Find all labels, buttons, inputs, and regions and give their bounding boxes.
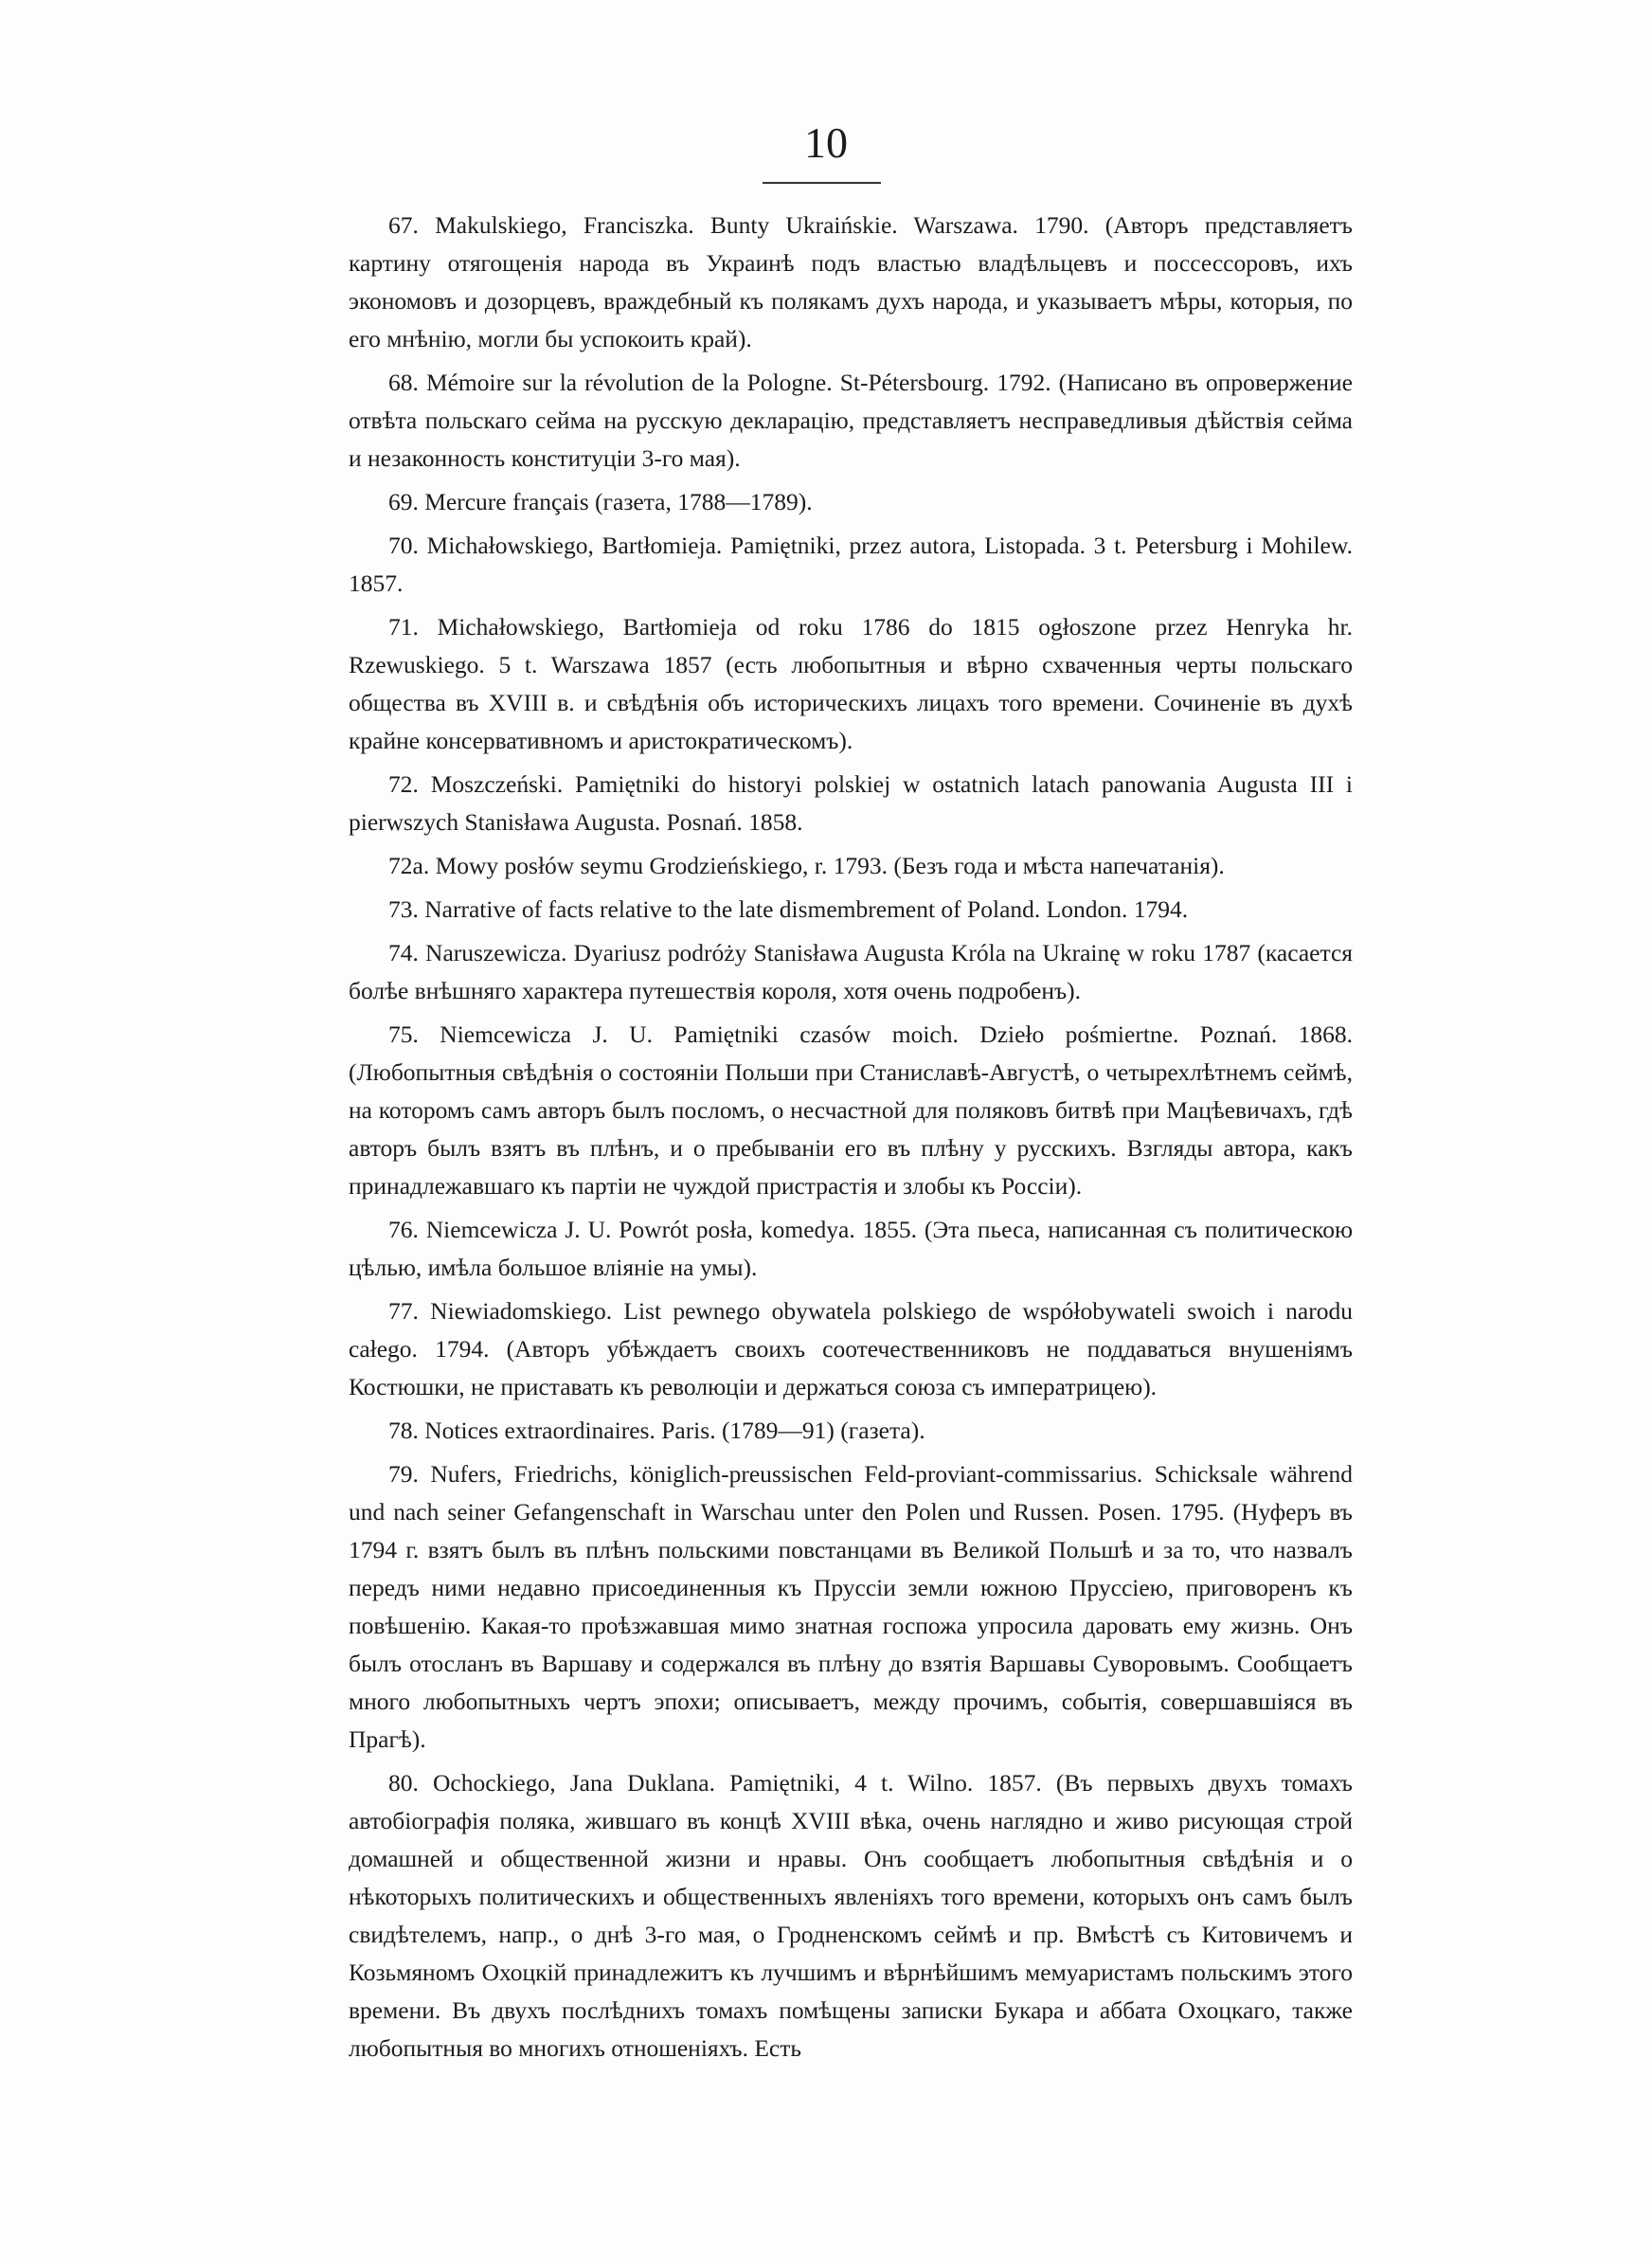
bibliography-entry: 80. Ochockiego, Jana Duklana. Pamiętniki, 4 t. Wilno. 1857. (Въ первыхъ двухъ томахъ автобіографія поляка, жившаго въ концѣ XVIII вѣка, очень наглядно и живо рисующая строй домашней и общественной жизни и нравы. Онъ сообщаетъ любопытныя свѣдѣнія и о нѣкоторыхъ политическихъ и общественныхъ явленіяхъ того времени, которыхъ онъ самъ былъ свидѣтелемъ, напр., о днѣ 3-го мая, о Гродненскомъ сеймѣ и пр. Вмѣстѣ съ Китовичемъ и Козьмяномъ Охоцкій принадлежитъ къ лучшимъ и вѣрнѣйшимъ мемуаристамъ польскимъ этого времени. Въ двухъ послѣднихъ томахъ помѣщены записки Букара и аббата Охоцкаго, также любопытныя во многихъ отношеніяхъ. Есть (349, 1769, 1353, 2062)
bibliography-entry: 67. Makulskiego, Franciszka. Bunty Ukraińskie. Warszawa. 1790. (Авторъ представляетъ картину отягощенія народа въ Украинѣ подъ властью владѣльцевъ и поссессоровъ, ихъ экономовъ и дозорцевъ, враждебный къ полякамъ духъ народа, и указываетъ мѣры, которыя, по его мнѣнію, могли бы успокоить край). (349, 211, 1353, 352)
bibliography-entry: 76. Niemcewicza J. U. Powrót posła, komedya. 1855. (Эта пьеса, написанная съ политическою цѣлью, имѣла большое вліяніе на умы). (349, 1216, 1353, 1281)
bibliography-entry: 69. Mercure français (газета, 1788—1789). (388, 488, 813, 515)
bibliography-entry: 77. Niewiadomskiego. List pewnego obywatela polskiego de współobywateli swoich i narodu całego. 1794. (Авторъ убѣждаетъ своихъ соотечественниковъ не поддаваться внушеніямъ Костюшки, не приставать къ революціи и держаться союза съ императрицею). (349, 1297, 1353, 1400)
bibliography-entry: 78. Notices extraordinaires. Paris. (1789—91) (газета). (388, 1417, 925, 1444)
bibliography-entry: 74. Naruszewicza. Dyariusz podróży Stanisława Augusta Króla na Ukrainę w roku 1787 (касается болѣе внѣшняго характера путешествія короля, хотя очень подробенъ). (349, 939, 1353, 1004)
bibliography-entry: 79. Nufers, Friedrichs, königlich-preussischen Feld-proviant-commissarius. Schicksale während und nach seiner Gefangenschaft in Warschau unter den Polen und Russen. Posen. 1795. (Нуферъ въ 1794 г. взятъ былъ въ плѣнъ польскими повстанцами въ Великой Польшѣ и за то, что назвалъ передъ ними недавно присоединенныя къ Пруссіи земли южною Пруссіею, приговоренъ къ повѣшенію. Какая-то проѣзжавшая мимо знатная госпожа упросила даровать ему жизнь. Онъ былъ отосланъ въ Варшаву и содержался въ плѣну до взятія Варшавы Суворовымъ. Сообщаетъ много любопытныхъ чертъ эпохи; описываетъ, между прочимъ, событія, совершавшіяся въ Прагѣ). (349, 1460, 1353, 1753)
page-number-rule (763, 182, 881, 184)
bibliography-entry: 73. Narrative of facts relative to the late dismembrement of Poland. London. 1794. (388, 895, 1189, 923)
bibliography-list (349, 207, 1353, 2073)
bibliography-entry: 75. Niemcewicza J. U. Pamiętniki czasów moich. Dzieło pośmiertne. Poznań. 1868. (Любопытныя свѣдѣнія о состояніи Польши при Станиславѣ-Августѣ, о четырехлѣтнемъ сеймѣ, на которомъ самъ авторъ былъ посломъ, о несчастной для поляковъ битвѣ при Мацѣевичахъ, гдѣ авторъ былъ взятъ въ плѣнъ, и о пребываніи его въ плѣну у русскихъ. Взгляды автора, какъ принадлежавшаго къ партіи не чуждой пристрастія и злобы къ Россіи). (349, 1020, 1353, 1200)
bibliography-entry: 71. Michałowskiego, Bartłomieja od roku 1786 do 1815 ogłoszone przez Henryka hr. Rzewuskiego. 5 t. Warszawa 1857 (есть любопытныя и вѣрно схваченныя черты польскаго общества въ XVIII в. и свѣдѣнія объ историческихъ лицахъ того времени. Сочиненіе въ духѣ крайне консервативномъ и аристократическомъ). (349, 613, 1353, 754)
bibliography-entry: 72. Moszczeński. Pamiętniki do historyi polskiej w ostatnich latach panowania Augusta III i pierwszych Stanisława Augusta. Posnań. 1858. (349, 770, 1353, 836)
page-number: 10 (804, 118, 848, 167)
bibliography-entry: 72a. Mowy posłów seymu Grodzieńskiego, r. 1793. (Безъ года и мѣста напечатанія). (388, 852, 1225, 879)
bibliography-entry: 68. Mémoire sur la révolution de la Pologne. St-Pétersbourg. 1792. (Написано въ опровержение отвѣта польскаго сейма на русскую декларацію, представляетъ несправедливыя дѣйствія сейма и незаконность конституціи 3-го мая). (349, 369, 1353, 472)
bibliography-entry: 70. Michałowskiego, Bartłomieja. Pamiętniki, przez autora, Listopada. 3 t. Petersburg i Mohilew. 1857. (349, 532, 1353, 597)
